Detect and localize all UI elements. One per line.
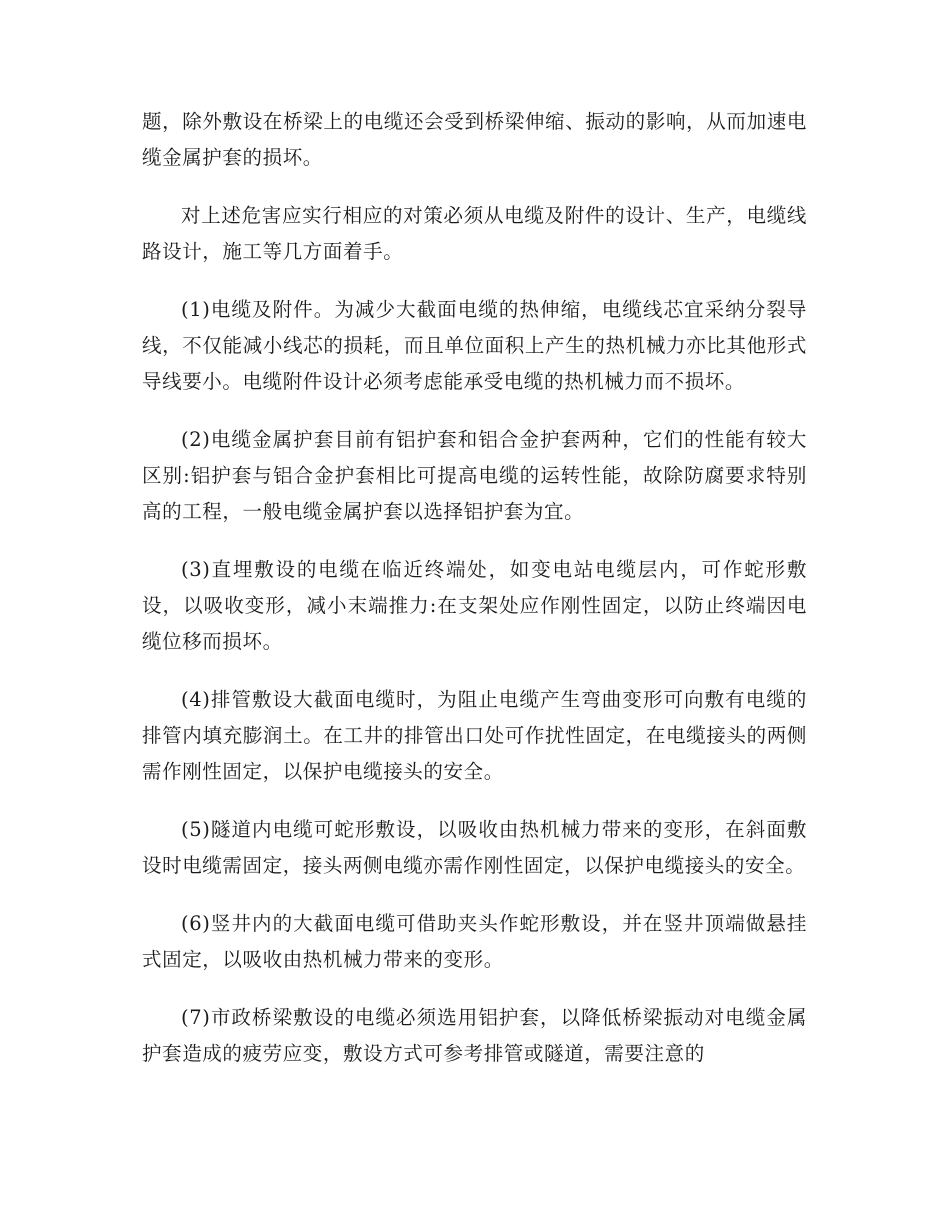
- paragraph-item-3: (3)直埋敷设的电缆在临近终端处，如变电站电缆层内，可作蛇形敷设，以吸收变形，减小末端推力:在支架处应作刚性固定，以防止终端因电缆位移而损坏。: [142, 558, 807, 653]
- paragraph-continuation: 题，除外敷设在桥梁上的电缆还会受到桥梁伸缩、振动的影响，从而加速电缆金属护套的损坏。: [142, 110, 807, 169]
- paragraph-item-6: (6)竖井内的大截面电缆可借助夹头作蛇形敷设，并在竖井顶端做悬挂式固定，以吸收由热机械力带来的变形。: [142, 912, 807, 971]
- paragraph-item-1: (1)电缆及附件。为减少大截面电缆的热伸缩，电缆线芯宜采纳分裂导线，不仅能减小线芯的损耗，而且单位面积上产生的热机械力亦比其他形式导线要小。电缆附件设计必须考虑能承受电缆的热机械力而不损坏。: [142, 298, 807, 393]
- paragraph-item-4: (4)排管敷设大截面电缆时，为阻止电缆产生弯曲变形可向敷有电缆的排管内填充膨润土。在工井的排管出口处可作扰性固定，在电缆接头的两侧需作刚性固定，以保护电缆接头的安全。: [142, 688, 807, 783]
- paragraph-item-5: (5)隧道内电缆可蛇形敷设，以吸收由热机械力带来的变形，在斜面敷设时电缆需固定，接头两侧电缆亦需作刚性固定，以保护电缆接头的安全。: [142, 818, 807, 877]
- paragraph-intro: 对上述危害应实行相应的对策必须从电缆及附件的设计、生产，电缆线路设计，施工等几方面着手。: [142, 204, 807, 263]
- paragraph-item-7: (7)市政桥梁敷设的电缆必须选用铝护套，以降低桥梁振动对电缆金属护套造成的疲劳应变，敷设方式可参考排管或隧道，需要注意的: [142, 1006, 807, 1065]
- document-body: [142, 104, 807, 1094]
- paragraph-item-2: (2)电缆金属护套目前有铝护套和铝合金护套两种，它们的性能有较大区别:铝护套与铝合金护套相比可提高电缆的运转性能，故除防腐要求特别高的工程，一般电缆金属护套以选择铝护套为宜。: [142, 428, 807, 523]
